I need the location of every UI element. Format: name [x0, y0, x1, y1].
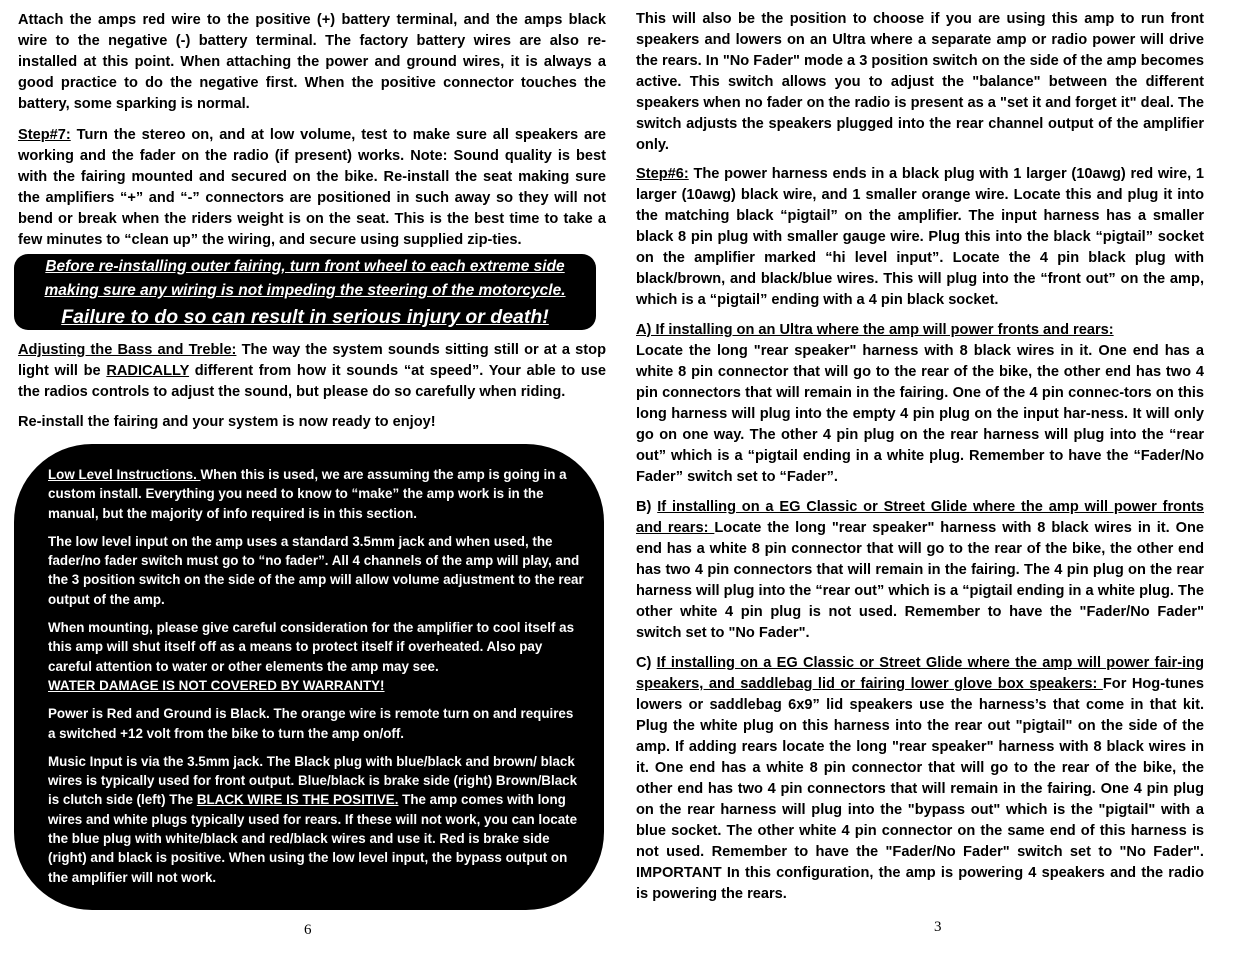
power-paragraph: Power is Red and Ground is Black. The orange wire is remote turn on and requires a switched +12 volt from the bike to turn the amp on/off. [48, 706, 574, 741]
warning-line-3: Failure to do so can result in serious injury or death! [61, 306, 549, 328]
step6-text: The power harness ends in a black plug with 1 larger (10awg) red wire, 1 larger (10awg) black wire, and 1 smaller orange wire. Locate this and plug it into the matching black “pigtail” on the amplifier. The input harness has a smaller black 8 pin plug with smaller gauge wire. Plug this into the black “pigtail” socket on the amplifier marked “hi level input”. Locate the 4 pin black plug with black/brown, and black/blue wires. This will plug into the “front out” on the amp, which is a “pigtail” ending with a 4 pin black socket. [636, 166, 1204, 308]
music-input-paragraph [48, 752, 584, 887]
section-a-text: Locate the long "rear speaker" harness with 8 black wires in it. One end has a white 8 pin connector that will go to the rear of the bike, the other end has two 4 pin connectors that will remain in the fairing. One of the 4 pin connec-tors on this long harness will plug into the empty 4 pin plug on the input har-ness. It will only go on one way. The other 4 pin plug on the rear harness will plug into the “rear out” which is a “pigtail ending in a white plug. Remember to have the “Fader/No Fader” switch set to “Fader”. [636, 343, 1204, 485]
low-level-instructions-box [14, 444, 604, 910]
section-a-heading: A) If installing on an Ultra where the amp will power fronts and rears: [636, 322, 1114, 338]
step7-paragraph [18, 125, 606, 251]
section-b-text: Locate the long "rear speaker" harness with 8 black wires in it. One end has a white 8 pin connector that will go to the rear of the bike, the other end has two 4 pin connectors that will remain in the fairing. The 4 pin plug on the rear harness will plug into the “rear out” which is a “pigtail ending in a white plug. The other white 4 pin plug is not used. Remember to have the "Fader/No Fader" switch set to "No Fader". [636, 520, 1204, 641]
section-c-text: For Hog-tunes lowers or saddlebag 6x9” lid speakers use the harness’s that come in that kit. Plug the white plug on this harness into the rear out "pigtail" on the side of the amp. If adding rears locate the long "rear speaker" harness with 8 black wires in it. One end has a white 8 pin connector that will go to the rear of the bike, the other end has two 4 pin connectors that will remain in the fairing. One 4 pin plug on the rear harness will plug into the "bypass out" which is the "pigtail" with a blue socket. The other white 4 pin connector on the same end of this harness is not used. Remember to have the "Fader/No Fader" switch set to "No Fader". IMPORTANT In this configuration, the amp is powering 4 speakers and the radio is powering the rears. [636, 676, 1205, 902]
battery-paragraph: Attach the amps red wire to the positive (+) battery terminal, and the amps black wire to the negative (-) battery terminal. The factory battery wires are also re-installed at this point. When attaching the power and ground wires, it is always a good practice to do the negative first. When the positive connector touches the battery, some sparking is normal. [18, 12, 606, 112]
section-b-prefix: B) [636, 499, 658, 515]
bass-treble-paragraph [18, 340, 606, 403]
warranty-notice: WATER DAMAGE IS NOT COVERED BY WARRANTY! [48, 677, 385, 693]
warning-box [14, 254, 596, 330]
reinstall-paragraph: Re-install the fairing and your system is now ready to enjoy! [18, 414, 436, 430]
fader-paragraph: This will also be the position to choose if you are using this amp to run front speakers and lowers on an Ultra where a separate amp or radio power will drive the rears. In "No Fader" mode a 3 position switch on the side of the amp becomes active. This switch allows you to adjust the "balance" between the different speakers when no fader on the radio is present as a "set it and forget it" deal. The switch adjusts the speakers plugged into the rear channel output of the amplifier only. [636, 11, 1204, 153]
right-page-number: 3 [934, 919, 942, 935]
mounting-text: When mounting, please give careful consideration for the amplifier to cool itself as this amp will shut itself off as a means to protect itself if overheated. Also pay careful attention to water or other elements the amp may see. [48, 620, 575, 674]
bass-treble-label: Adjusting the Bass and Treble: [18, 342, 237, 358]
radically-emphasis: RADICALLY [106, 363, 190, 379]
positive-wire-emphasis: BLACK WIRE IS THE POSITIVE. [196, 792, 399, 808]
left-page-number: 6 [304, 922, 312, 938]
step6-paragraph [636, 164, 1204, 311]
section-c-prefix: C) [636, 655, 657, 671]
section-c-paragraph [636, 653, 1204, 905]
warning-line-2: making sure any wiring is not impeding the steering of the motorcycle. [44, 282, 566, 299]
music-input-text-2: The amp comes with long wires and white plugs typically used for rears. If these will not work, you can locate the blue plug with white/black and red/black wires and use it. Red is brake side (right) and black is positive. When using the low level input, the bypass output on the amplifier will not work. [48, 792, 578, 885]
section-b-paragraph [636, 497, 1204, 644]
section-b-heading: If installing on a EG Classic or Street Glide where the amp will power fronts and rears: [636, 499, 1204, 536]
music-input-text-1: Music Input is via the 3.5mm jack. The Black plug with blue/black and brown/ black wires is typically used for front output. Blue/black is brake side (right) Brown/Black is clutch side (left) The [48, 753, 578, 808]
bass-treble-text-2: different from how it sounds “at speed”. Your able to use the radios controls to adjust the sound, but please do so carefully when riding. [18, 363, 606, 400]
bass-treble-text-1: The way the system sounds sitting still or at a stop light will be [18, 342, 606, 379]
section-a-paragraph [636, 320, 1204, 488]
step7-label: Step#7: [18, 127, 71, 143]
low-level-intro-text: When this is used, we are assuming the amp is going in a custom install. Everything you need to know to “make” the amp work is in the manual, but the majority of info required is in this section. [48, 467, 567, 521]
low-level-input-paragraph: The low level input on the amp uses a standard 3.5mm jack and when used, the fader/no fader switch must go to “no fader”. All 4 channels of the amp will play, and the 3 position switch on the side of the amp will allow volume adjustment to the rear output of the amp. [48, 533, 584, 607]
step6-label: Step#6: [636, 166, 689, 182]
low-level-title: Low Level Instructions. [48, 467, 201, 482]
step7-text: Turn the stereo on, and at low volume, test to make sure all speakers are working and the fader on the radio (if present) works. Note: Sound quality is best with the fairing mounted and secured on the bike. Re-install the seat making sure the amplifiers “+” and “-” connectors are positioned in such away so they will not bend or break when the riders weight is on the seat. This is the best time to take a few minutes to “clean up” the wiring, and secure using supplied zip-ties. [18, 127, 606, 248]
low-level-intro [48, 465, 584, 523]
warning-line-1: Before re-installing outer fairing, turn front wheel to each extreme side [45, 258, 565, 275]
section-c-heading: If installing on a EG Classic or Street Glide where the amp will power fair-ing speakers, and saddlebag lid or fairing lower glove box speakers: [636, 655, 1204, 692]
mounting-paragraph [48, 618, 584, 695]
